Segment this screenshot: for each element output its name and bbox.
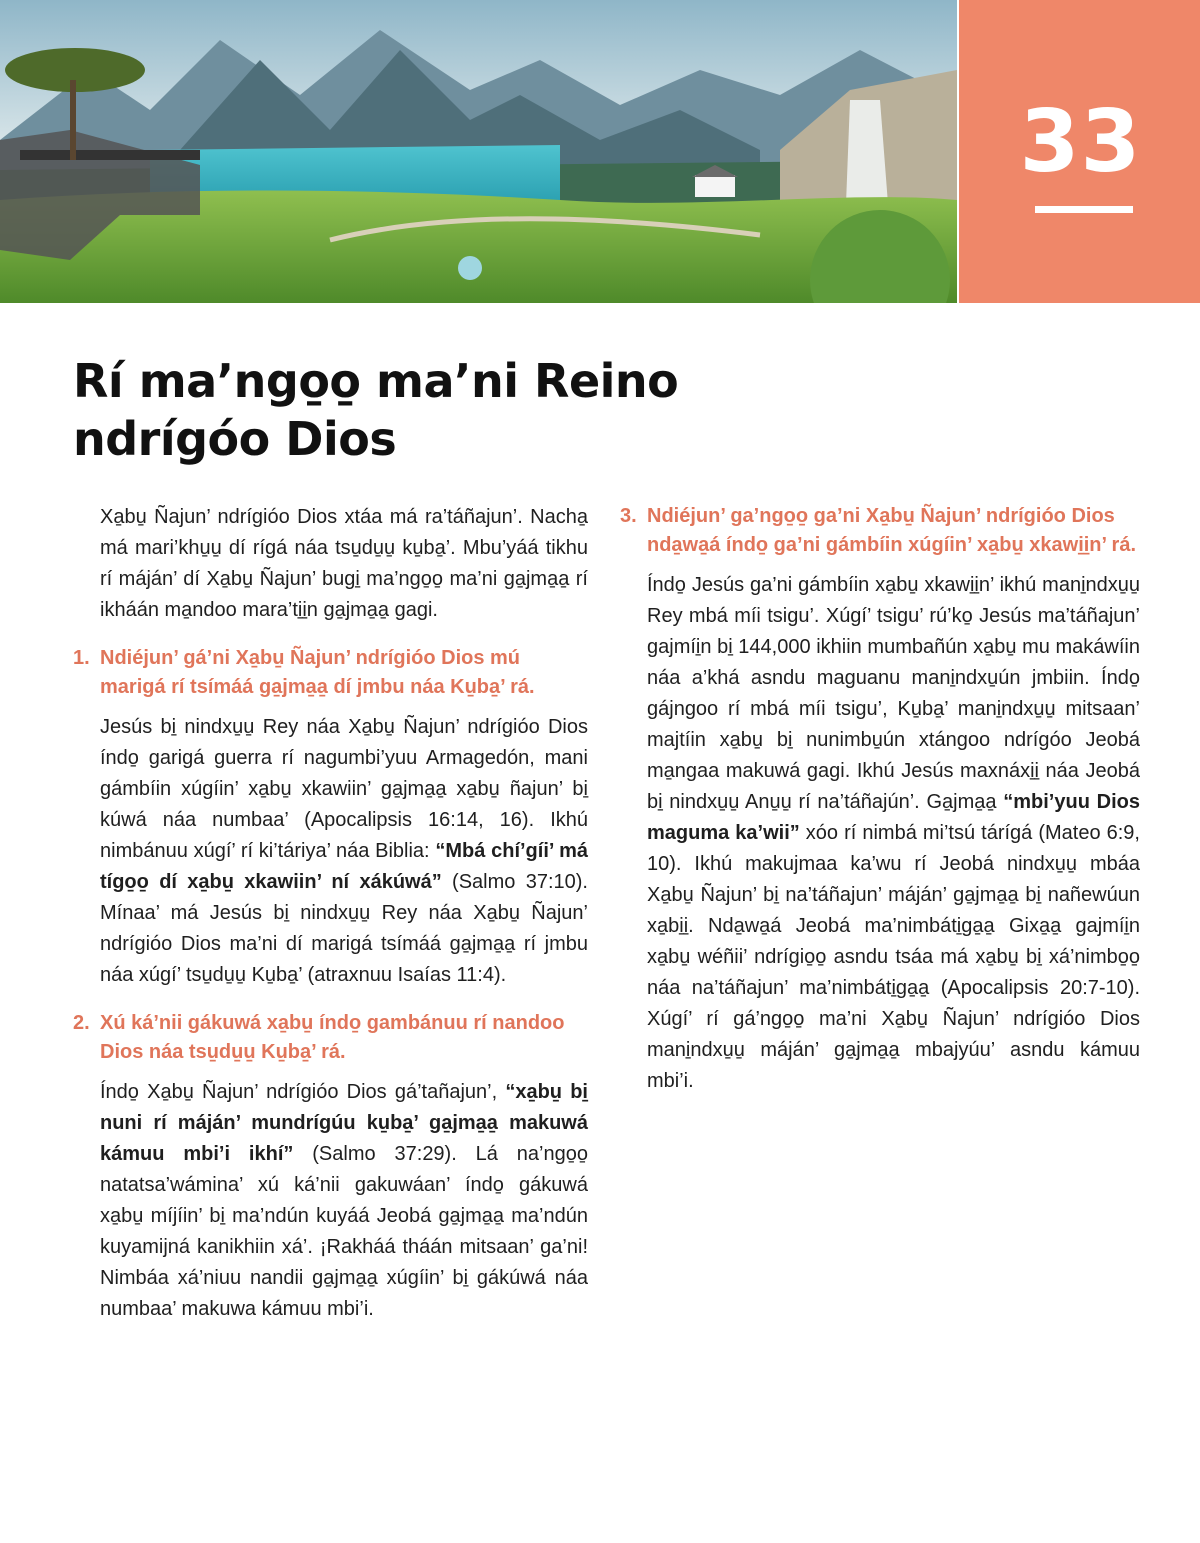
answer-paragraph-3 (620, 570, 1140, 1097)
mountain-lake-landscape-image (0, 0, 957, 303)
answer-1-text-b: (Salmo 37:10). Mínaa’ má Jesús bi̱ nindxu̱u̱ Rey náa Xa̱bu̱ Ñajun’ ndrígióo Dios ma’ni dí marigá tsímáá ga̱jma̱a̱ rí jmbu náa xúgí’ tsu̱du̱u̱ Ku̱ba̱’ (atraxnuu Isaías 11:4). (100, 871, 588, 986)
answer-3-quote: “mbi’yuu Dios maguma ka’wii” (647, 791, 1140, 844)
answer-paragraph-1 (73, 712, 588, 991)
answer-3-text-b: xóo rí nimbá mi’tsú tárígá (Mateo 6:9, 10). Ikhú makujmaa ka’wu rí Jeobá nindxu̱u̱ mbáa Xa̱bu̱ Ñajun’ bi̱ na’táñajun’ máján’ ga̱jma̱a̱ bi̱ nañewúun xa̱bi̱i̱. Nda̱wa̱á Jeobá ma’nimbáti̱ga̱a̱ Gixa̱a̱ gajmíi̱n xa̱bu̱ wéñii’ ndrígio̱o̱ asndu tsáa má xa̱bu̱ bi̱ xá’nimbo̱o̱ náa na’táñajun’ ma’nimbáti̱ga̱a̱ (Apocalipsis 20:7-10). Xúgí’ rí gá’ngo̱o̱ ma’ni Xa̱bu̱ Ñajun’ ndrígióo Dios mani̱ndxu̱u̱ máján’ ga̱jma̱a̱ mbajyúu’ asndu kámuu mbi’i. (647, 822, 1140, 1092)
right-column (620, 502, 1140, 1115)
answer-1-quote: “Mbá chí’gíi’ má tígo̱o̱ dí xa̱bu̱ xkawiin’ ní xákúwá” (100, 840, 588, 893)
intro-paragraph: Xa̱bu̱ Ñajun’ ndrígióo Dios xtáa má ra’táñajun’. Nacha̱ má mari’khu̱u̱ dí rígá náa tsu̱du̱u̱ ku̱ba̱’. Mbu’yáá tikhu rí máján’ dí Xa̱bu̱ Ñajun’ bugi̱ ma’ngo̱o̱ ma’ni ga̱jma̱a̱ rí ikháán ma̱ndoo mara’ti̱i̱n ga̱jma̱a̱ gagi. (100, 506, 588, 621)
lesson-number-underline (1035, 206, 1133, 213)
question-text-2: Xú ká’nii gákuwá xa̱bu̱ índo̱ gambánuu rí nandoo Dios náa tsu̱du̱u̱ Ku̱ba̱’ rá. (100, 1012, 565, 1063)
page-title-line-2: ndrígóo Dios (73, 412, 397, 466)
page-title (73, 352, 713, 468)
lesson-number-badge (957, 0, 1200, 303)
answer-paragraph-2 (73, 1077, 588, 1325)
question-number-3: 3. (620, 505, 637, 527)
answer-2-text-a: Índo̱ Xa̱bu̱ Ñajun’ ndrígióo Dios gá’tañajun’, (100, 1081, 506, 1103)
answer-3-text-a: Índo̱ Jesús ga’ni gámbíin xa̱bu̱ xkawi̱i̱n’ ikhú mani̱ndxu̱u̱ Rey mbá míi tsigu’. Xúgí’ tsigu’ rú’ko̱ Jesús ma’táñajun’ gajmíi̱n bi̱ 144,000 ikhiin mumbañún xa̱bu̱ mu makáwíin náa a’khá asndu maguanu mani̱ndxu̱ún jmbiin. Índo̱ gájngoo rí mbá míi tsigu’, Ku̱ba̱’ mani̱ndxu̱u̱ mitsaan’ majtíin xa̱bu̱ bi̱ nunimbu̱ún xtángoo ndrígóo Jeobá ma̱ngaa makuwá gagi. Ikhú Jesús maxnáxi̱i̱ náa Jeobá bi̱ nindxu̱u̱ Anu̱u̱ rí na’táñajún’. Ga̱jma̱a̱ (647, 574, 1140, 813)
answer-1-text-a: Jesús bi̱ nindxu̱u̱ Rey náa Xa̱bu̱ Ñajun’ ndrígióo Dios índo̱ garigá guerra rí nagumbi’yuu Armagedón, mani gámbíin xúgíin’ xa̱bu̱ xkawiin’ ga̱jma̱a̱ xa̱bu̱ ñajun’ bi̱ kúwá náa numbaa’ (Apocalipsis 16:14, 16). Ikhú nimbánuu xúgí’ rí ki’táriya’ náa Biblia: (100, 716, 588, 862)
question-heading-1 (73, 644, 588, 702)
question-text-1: Ndiéjun’ gá’ni Xa̱bu̱ Ñajun’ ndrígióo Dios mú marigá rí tsímáá ga̱jma̱a̱ dí jmbu náa Ku̱ba̱’ rá. (100, 647, 535, 698)
hero-image (0, 0, 957, 303)
question-number-2: 2. (73, 1012, 90, 1034)
question-heading-3 (620, 502, 1140, 560)
page-title-line-1: Rí ma’ngo̱o̱ ma’ni Reino (73, 354, 679, 408)
lesson-number: 33 (1019, 92, 1142, 192)
answer-2-text-b: (Salmo 37:29). Lá na’ngo̱o̱ natatsa’wámina’ xú ká’nii gakuwáan’ índo̱ gákuwá xa̱bu̱ míjíin’ bi̱ ma’ndún kuyáá Jeobá ga̱jma̱a̱ ma’ndún kuyamijná kanikhiin xá’. ¡Rakháá tháán mitsaan’ ga’ni! Nimbáa xá’niuu nandii ga̱jma̱a̱ xúgíin’ bi̱ gákúwá náa numbaa’ makuwa kámuu mbi’i. (100, 1143, 588, 1320)
left-column (73, 502, 588, 1343)
question-text-3: Ndiéjun’ ga’ngo̱o̱ ga’ni Xa̱bu̱ Ñajun’ ndrígióo Dios nda̱wa̱á índo̱ ga’ni gámbíin xúgíin’ xa̱bu̱ xkawi̱i̱n’ rá. (647, 505, 1136, 556)
question-number-1: 1. (73, 647, 90, 669)
question-heading-2 (73, 1009, 588, 1067)
answer-2-quote: “xa̱bu̱ bi̱ nuni rí máján’ mundrígúu ku̱ba̱’ ga̱jma̱a̱ makuwá kámuu mbi’i ikhí” (100, 1081, 588, 1165)
